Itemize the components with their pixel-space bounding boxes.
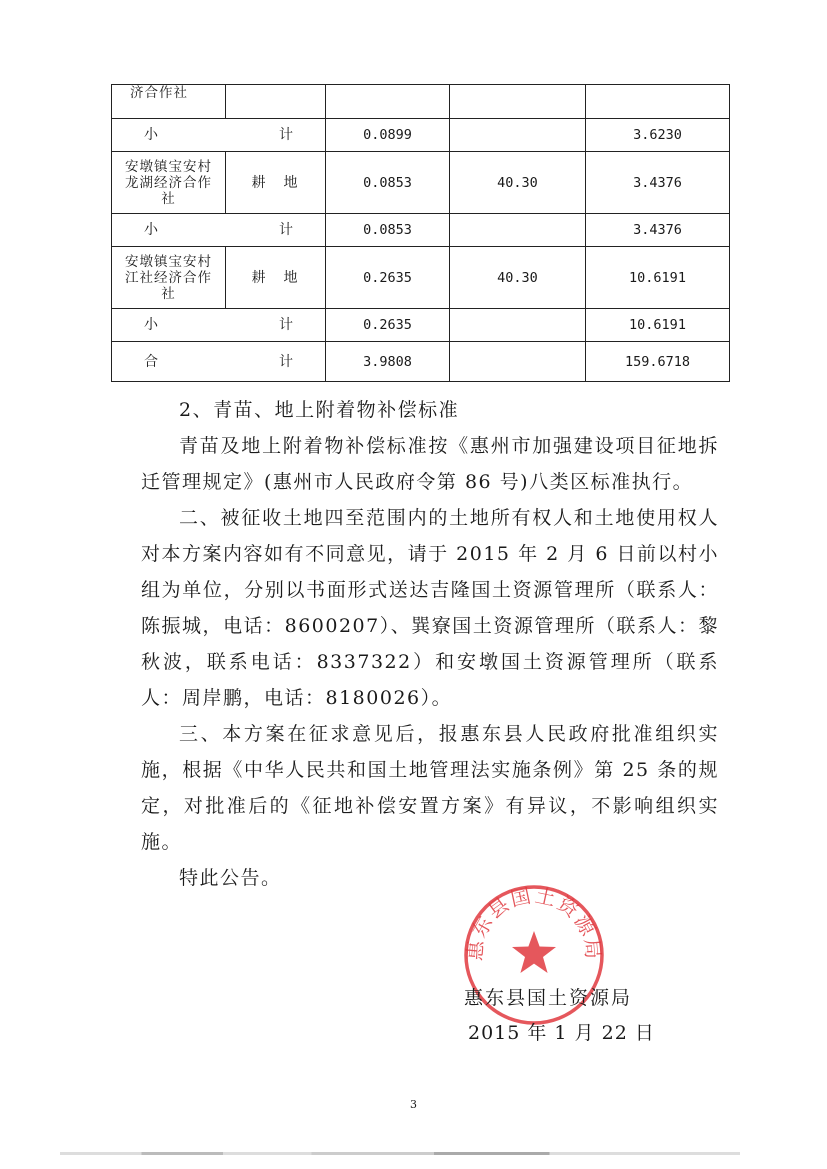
table-cell-amount: 159.6718	[586, 342, 730, 382]
table-cell-total-label: 合 计	[112, 342, 326, 382]
table-row	[112, 119, 730, 152]
table-cell-price: 40.30	[450, 247, 586, 309]
table-cell-amount: 3.4376	[586, 214, 730, 247]
table-cell-area: 0.0853	[326, 214, 450, 247]
table-cell-area: 0.0899	[326, 119, 450, 152]
section-title: 2、青苗、地上附着物补偿标准	[179, 399, 460, 421]
table-cell-price	[450, 119, 586, 152]
table-row-total	[112, 342, 730, 382]
table-cell-land	[226, 85, 326, 119]
document-body	[141, 392, 719, 896]
table-cell-subtotal-label: 小 计	[112, 119, 326, 152]
table-cell-price	[450, 85, 586, 119]
seal-star-icon	[512, 931, 556, 973]
table-cell-amount: 3.6230	[586, 119, 730, 152]
table-cell-area: 0.2635	[326, 247, 450, 309]
table-cell-amount: 10.6191	[586, 247, 730, 309]
table-row	[112, 152, 730, 214]
table-cell-area	[326, 85, 450, 119]
table-cell-area: 0.0853	[326, 152, 450, 214]
signature-org: 惠东县国土资源局	[464, 987, 633, 1009]
table-cell-price: 40.30	[450, 152, 586, 214]
table-cell-name: 安墩镇宝安村龙湖经济合作社	[112, 152, 226, 214]
table-cell-amount: 3.4376	[586, 152, 730, 214]
table-cell-area: 3.9808	[326, 342, 450, 382]
table-cell-price	[450, 214, 586, 247]
seal-text: 惠东县国土资源局	[462, 883, 606, 962]
table-cell-price	[450, 342, 586, 382]
table-cell-subtotal-label: 小 计	[112, 309, 326, 342]
compensation-table	[111, 84, 730, 382]
table-row	[112, 214, 730, 247]
table-cell-land: 耕 地	[226, 152, 326, 214]
table-cell-amount	[586, 85, 730, 119]
table-cell-subtotal-label: 小 计	[112, 214, 326, 247]
paragraph-approval: 三、本方案在征求意见后，报惠东县人民政府批准组织实施，根据《中华人民共和国土地管理法实施条例》第 25 条的规定，对批准后的《征地补偿安置方案》有异议，不影响组织实施。	[141, 723, 719, 853]
paragraph-objection: 二、被征收土地四至范围内的土地所有权人和土地使用权人对本方案内容如有不同意见，请于 2015 年 2 月 6 日前以村小组为单位，分别以书面形式送达吉隆国土资源管理所（联系人：陈振城，电话：8600207）、巽寮国土资源管理所（联系人：黎秋波，联系电话：8337322）和安墩国土资源管理所（联系人：周岸鹏，电话：8180026）。	[141, 507, 719, 709]
table-cell-land: 耕 地	[226, 247, 326, 309]
scan-edge-line	[60, 1152, 740, 1155]
page-number: 3	[410, 1098, 417, 1111]
table-cell-name: 安墩镇宝安村江社经济合作社	[112, 247, 226, 309]
table-cell-price	[450, 309, 586, 342]
table-cell-name: 济合作社	[112, 85, 226, 119]
signature-date: 2015 年 1 月 22 日	[468, 1022, 655, 1044]
paragraph-closing: 特此公告。	[179, 867, 282, 889]
paragraph-compensation-standard: 青苗及地上附着物补偿标准按《惠州市加强建设项目征地拆迁管理规定》(惠州市人民政府令第 86 号)八类区标准执行。	[141, 435, 719, 493]
table-cell-area: 0.2635	[326, 309, 450, 342]
table-cell-amount: 10.6191	[586, 309, 730, 342]
table-row	[112, 247, 730, 309]
table-row	[112, 85, 730, 119]
table-row	[112, 309, 730, 342]
